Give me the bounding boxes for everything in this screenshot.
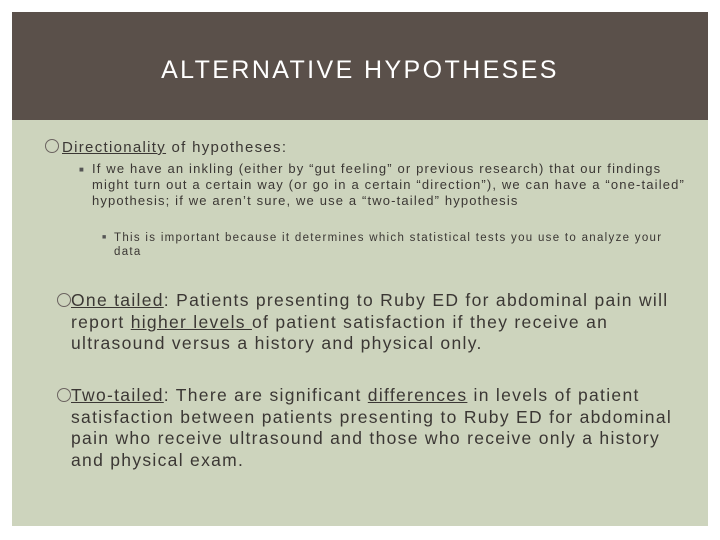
term-one-tailed: One tailed [71,290,164,310]
sub-sub-bullet-tests [102,231,682,259]
circle-bullet-icon [57,388,71,402]
bullet-one-tailed [57,290,697,355]
one-tailed-part2: of patient satisfaction if they receive an ultrasound versus a history and physical only. [71,311,609,353]
sub-sub-bullet-text: This is important because it determines which statistical tests you use to analyze your data [114,232,663,258]
circle-bullet-icon [57,293,71,307]
two-tailed-part2: in levels of patient satisfaction between patients presenting to Ruby ED for abdominal pain who receive ultrasound and those who receive only a history and physical exam. [71,385,673,470]
circle-bullet-icon [45,139,59,153]
bullet-two-tailed [57,385,697,471]
title-bar [12,12,708,120]
square-bullet-icon: ■ [79,165,84,174]
bullet-text [62,139,287,156]
square-bullet-icon: ■ [102,234,107,241]
content-panel [12,120,708,526]
bullet-rest: of hypotheses: [166,139,288,156]
term-directionality: Directionality [62,139,167,156]
term-two-tailed: Two-tailed [71,385,164,405]
sub-bullet-inkling [79,161,699,209]
slide-title: ALTERNATIVE HYPOTHESES [161,55,559,84]
two-tailed-part1: : There are significant [163,385,368,405]
emphasis-higher-levels: higher levels [130,311,252,332]
two-tailed-text [71,385,697,471]
one-tailed-text [71,290,697,355]
bullet-directionality [45,139,287,156]
emphasis-differences: differences [367,385,468,405]
sub-bullet-text: If we have an inkling (either by “gut feeling” or previous research) that our findings might turn out a certain way (or go in a certain “direction”), we can have a “one-tailed” hypothesis; if we aren’t sure, we use a “two-tailed” hypothesis [92,161,685,208]
one-tailed-part1: : Patients presenting to Ruby ED for abdominal pain will report [71,290,669,332]
